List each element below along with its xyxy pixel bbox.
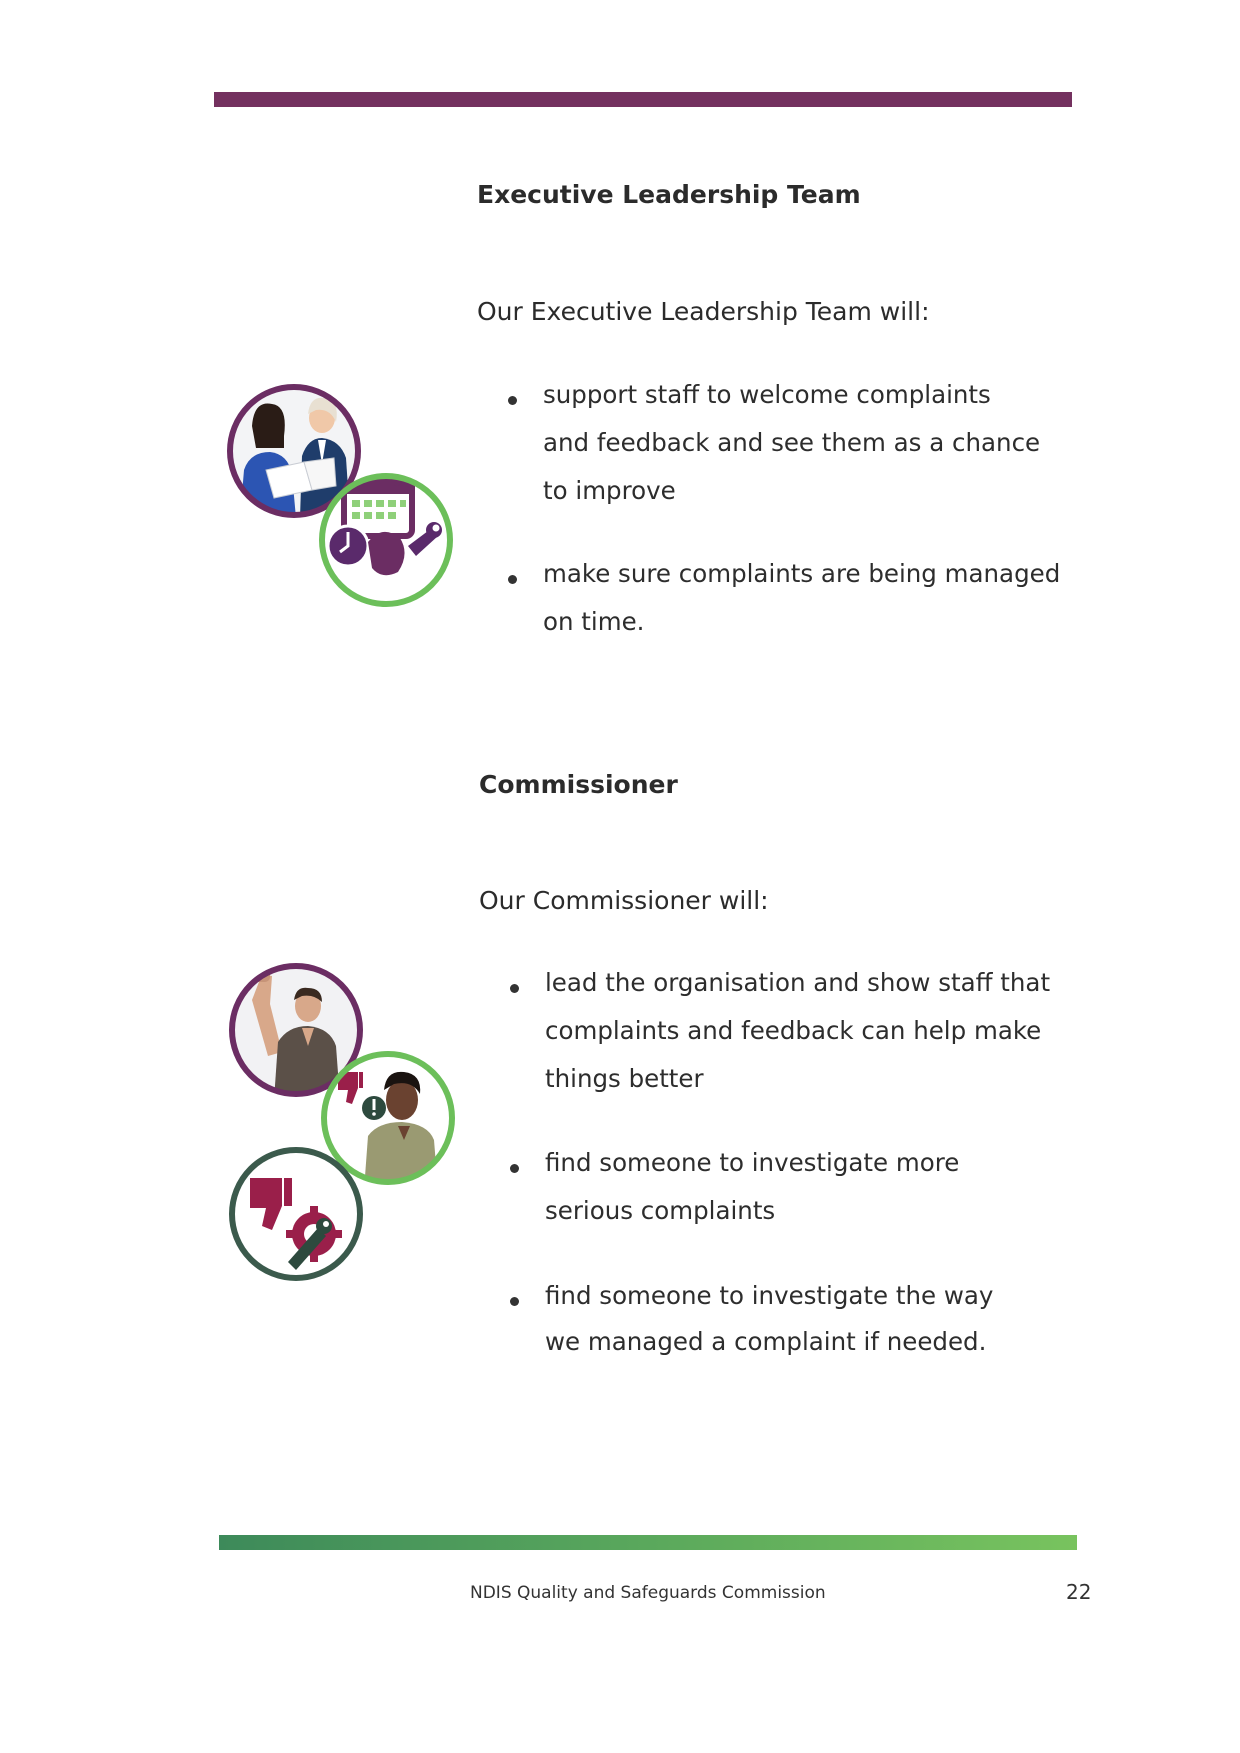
bullet-line: things better (545, 1064, 704, 1093)
bullet-dot (510, 1164, 519, 1173)
section-title-executive-leadership-team: Executive Leadership Team (477, 180, 861, 209)
section-intro-commissioner: Our Commissioner will: (479, 886, 769, 915)
top-divider-bar (214, 92, 1072, 107)
bullet-dot (510, 984, 519, 993)
bullet-line: make sure complaints are being managed (543, 559, 1061, 588)
bullet-line: on time. (543, 607, 645, 636)
bullet-line: we managed a complaint if needed. (545, 1327, 987, 1356)
page-number: 22 (1066, 1580, 1092, 1604)
bullet-line: and feedback and see them as a chance (543, 428, 1041, 457)
bullet-line: support staff to welcome complaints (543, 380, 991, 409)
footer-organisation-name: NDIS Quality and Safeguards Commission (470, 1583, 826, 1603)
bullet-dot (508, 575, 517, 584)
bullet-line: serious complaints (545, 1196, 776, 1225)
bullet-dot (510, 1297, 519, 1306)
commissioner-illustration (222, 960, 462, 1290)
section-title-commissioner: Commissioner (479, 770, 678, 799)
bullet-line: lead the organisation and show staff that (545, 968, 1051, 997)
bullet-dot (508, 396, 517, 405)
calendar-clock-tools-icon (322, 472, 450, 604)
section-intro-executive-leadership-team: Our Executive Leadership Team will: (477, 297, 930, 326)
thumbs-down-gear-wrench-icon (232, 1150, 360, 1278)
executive-leadership-illustration (222, 378, 462, 618)
bullet-line: to improve (543, 476, 676, 505)
bullet-line: find someone to investigate the way (545, 1281, 994, 1310)
bullet-line: complaints and feedback can help make (545, 1016, 1042, 1045)
bottom-divider-bar (219, 1535, 1077, 1550)
bullet-line: find someone to investigate more (545, 1148, 960, 1177)
